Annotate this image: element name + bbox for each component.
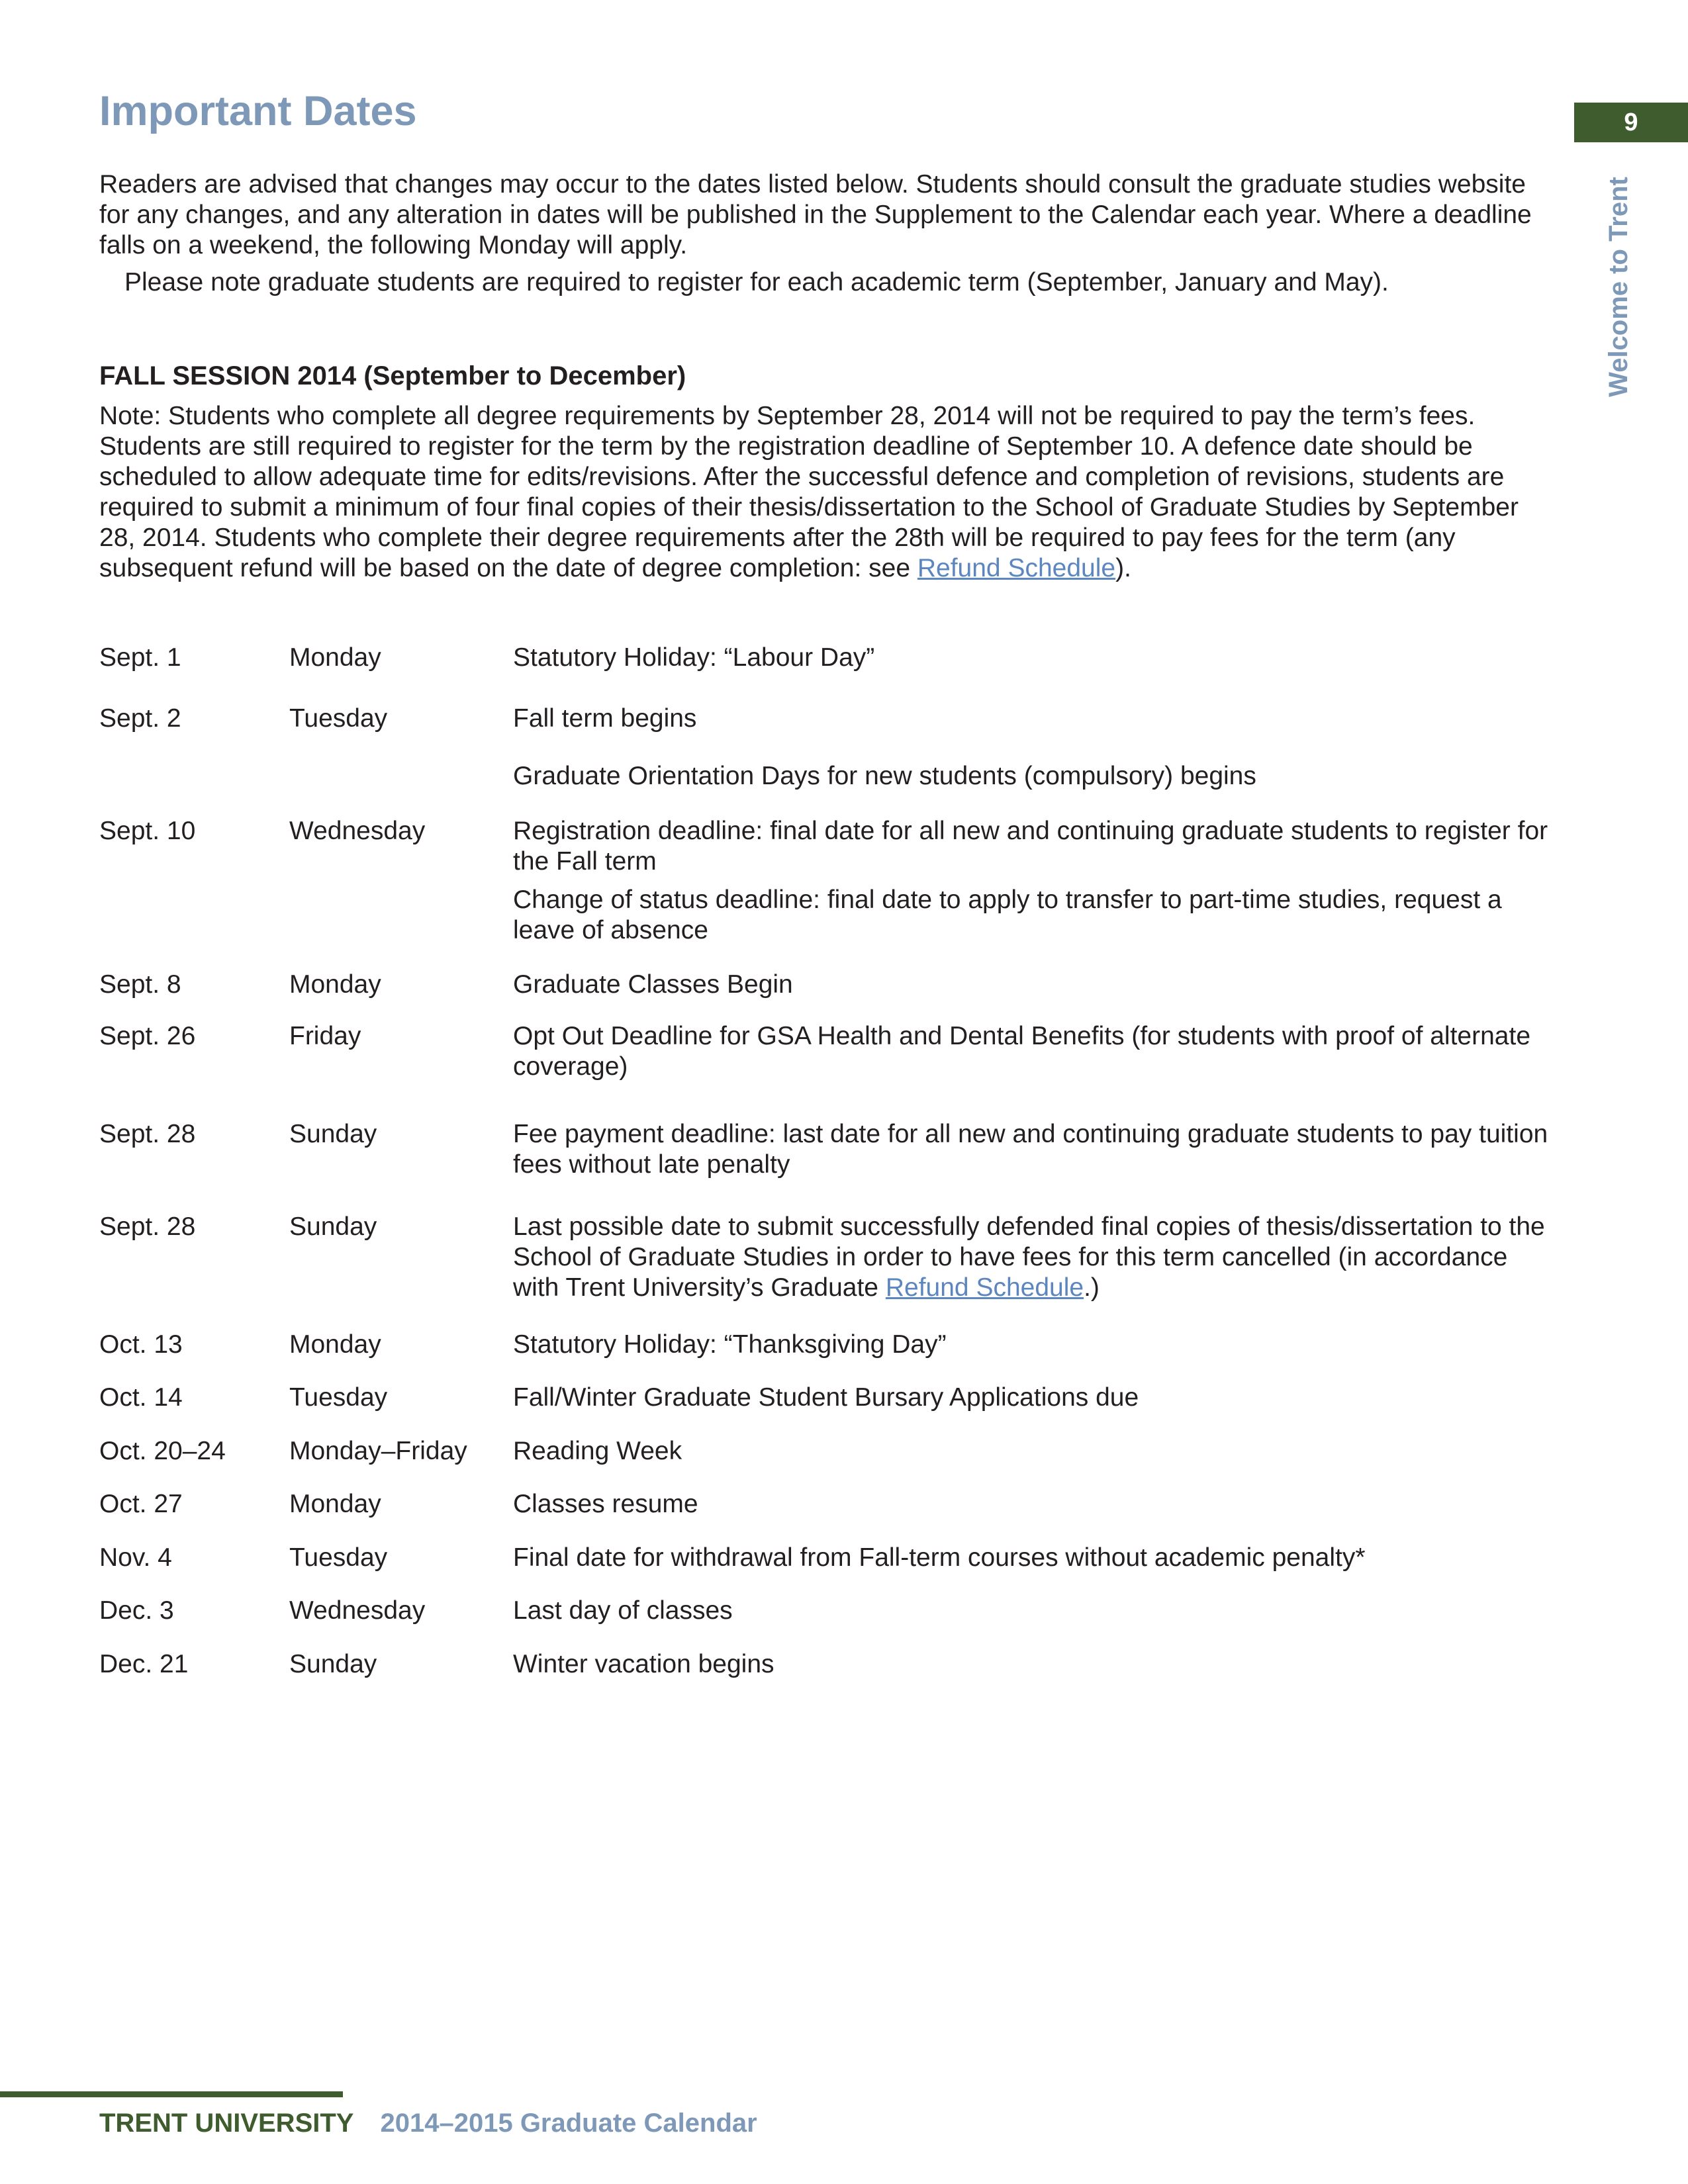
page-number-tab [1574, 103, 1688, 142]
schedule-day: Monday [289, 1490, 381, 1518]
page-title: Important Dates [99, 88, 417, 134]
side-section-label [1592, 171, 1645, 402]
schedule-date: Oct. 20–24 [99, 1437, 226, 1465]
side-section-label-text: Welcome to Trent [1603, 176, 1633, 397]
schedule-day: Monday [289, 970, 381, 999]
schedule-description: Opt Out Deadline for GSA Health and Dental Benefits (for students with proof of alternate coverage) [513, 1022, 1531, 1081]
schedule-date: Sept. 26 [99, 1022, 196, 1050]
page-number: 9 [1624, 108, 1638, 136]
schedule-date: Sept. 8 [99, 970, 181, 999]
schedule-description: Statutory Holiday: “Thanksgiving Day” [513, 1330, 947, 1359]
schedule-date: Nov. 4 [99, 1543, 172, 1572]
schedule-description: Fall term begins [513, 704, 697, 733]
schedule-day: Sunday [289, 1120, 377, 1148]
schedule-description: Statutory Holiday: “Labour Day” [513, 643, 875, 672]
schedule-day: Wednesday [289, 817, 426, 845]
schedule-description: Graduate Orientation Days for new students (compulsory) begins [513, 762, 1256, 790]
schedule-day: Monday [289, 1330, 381, 1359]
section-note-end: ). [1115, 554, 1131, 582]
schedule-description [513, 1212, 1559, 1303]
schedule-date: Dec. 3 [99, 1596, 174, 1625]
schedule-day: Monday [289, 643, 381, 672]
schedule-date: Oct. 14 [99, 1383, 183, 1412]
section-note-text: Note: Students who complete all degree requirements by September 28, 2014 will not be required to pay the term’s fees. Students are still required to register for the term by the registration deadline of September 10. A defence date should be scheduled to allow adequate time for edits/revisions. After the successful defence and completion of revisions, students are required to submit a minimum of four final copies of their thesis/dissertation to the School of Graduate Studies by September 28, 2014. Students who complete their degree requirements after the 28th will be required to pay fees for the term (any subsequent refund will be based on the date of degree completion: see [99, 402, 1519, 582]
schedule-date: Sept. 2 [99, 704, 181, 733]
schedule-day: Monday–Friday [289, 1437, 467, 1465]
registration-note: Please note graduate students are required to register for each academic term (September, January and May). [124, 268, 1389, 296]
schedule-description: Winter vacation begins [513, 1650, 774, 1678]
schedule-day: Sunday [289, 1650, 377, 1678]
footer-rule [0, 2091, 343, 2097]
schedule-description: Graduate Classes Begin [513, 970, 793, 999]
schedule-description: Reading Week [513, 1437, 682, 1465]
schedule-day: Tuesday [289, 1383, 388, 1412]
schedule-description: Change of status deadline: final date to apply to transfer to part-time studies, request a leave of absence [513, 886, 1502, 944]
schedule-description: Classes resume [513, 1490, 698, 1518]
intro-paragraph: Readers are advised that changes may occur to the dates listed below. Students should consult the graduate studies website for any changes, and any alteration in dates will be published in the Supplement to the Calendar each year. Where a deadline falls on a weekend, the following Monday will apply. [99, 170, 1532, 259]
schedule-date: Oct. 13 [99, 1330, 183, 1359]
footer-calendar-title: 2014–2015 Graduate Calendar [380, 2109, 757, 2138]
schedule-description: Fall/Winter Graduate Student Bursary Applications due [513, 1383, 1139, 1412]
schedule-day: Sunday [289, 1212, 377, 1241]
schedule-description-text: Last possible date to submit successfully defended final copies of thesis/dissertation to the School of Graduate Studies in order to have fees for this term cancelled (in accordance with Trent University’s Graduate [513, 1212, 1545, 1302]
footer [99, 2109, 757, 2138]
schedule-day: Tuesday [289, 704, 388, 733]
schedule-day: Friday [289, 1022, 361, 1050]
refund-schedule-link[interactable]: Refund Schedule [885, 1273, 1084, 1302]
refund-schedule-link[interactable]: Refund Schedule [917, 554, 1116, 582]
schedule-date: Sept. 28 [99, 1212, 196, 1241]
schedule-description: Final date for withdrawal from Fall-term courses without academic penalty* [513, 1543, 1366, 1572]
schedule-day: Tuesday [289, 1543, 388, 1572]
schedule-date: Sept. 10 [99, 817, 196, 845]
schedule-date: Oct. 27 [99, 1490, 183, 1518]
section-note [99, 401, 1556, 584]
schedule-date: Sept. 1 [99, 643, 181, 672]
schedule-date: Dec. 21 [99, 1650, 189, 1678]
schedule-description-end: .) [1084, 1273, 1100, 1302]
schedule-day: Wednesday [289, 1596, 426, 1625]
section-heading: FALL SESSION 2014 (September to December) [99, 361, 686, 390]
schedule-description: Last day of classes [513, 1596, 733, 1625]
schedule-description: Registration deadline: final date for all new and continuing graduate students to register for the Fall term [513, 817, 1548, 876]
footer-university: TRENT UNIVERSITY [99, 2109, 354, 2138]
schedule-date: Sept. 28 [99, 1120, 196, 1148]
schedule-description: Fee payment deadline: last date for all new and continuing graduate students to pay tuition fees without late penalty [513, 1120, 1548, 1179]
